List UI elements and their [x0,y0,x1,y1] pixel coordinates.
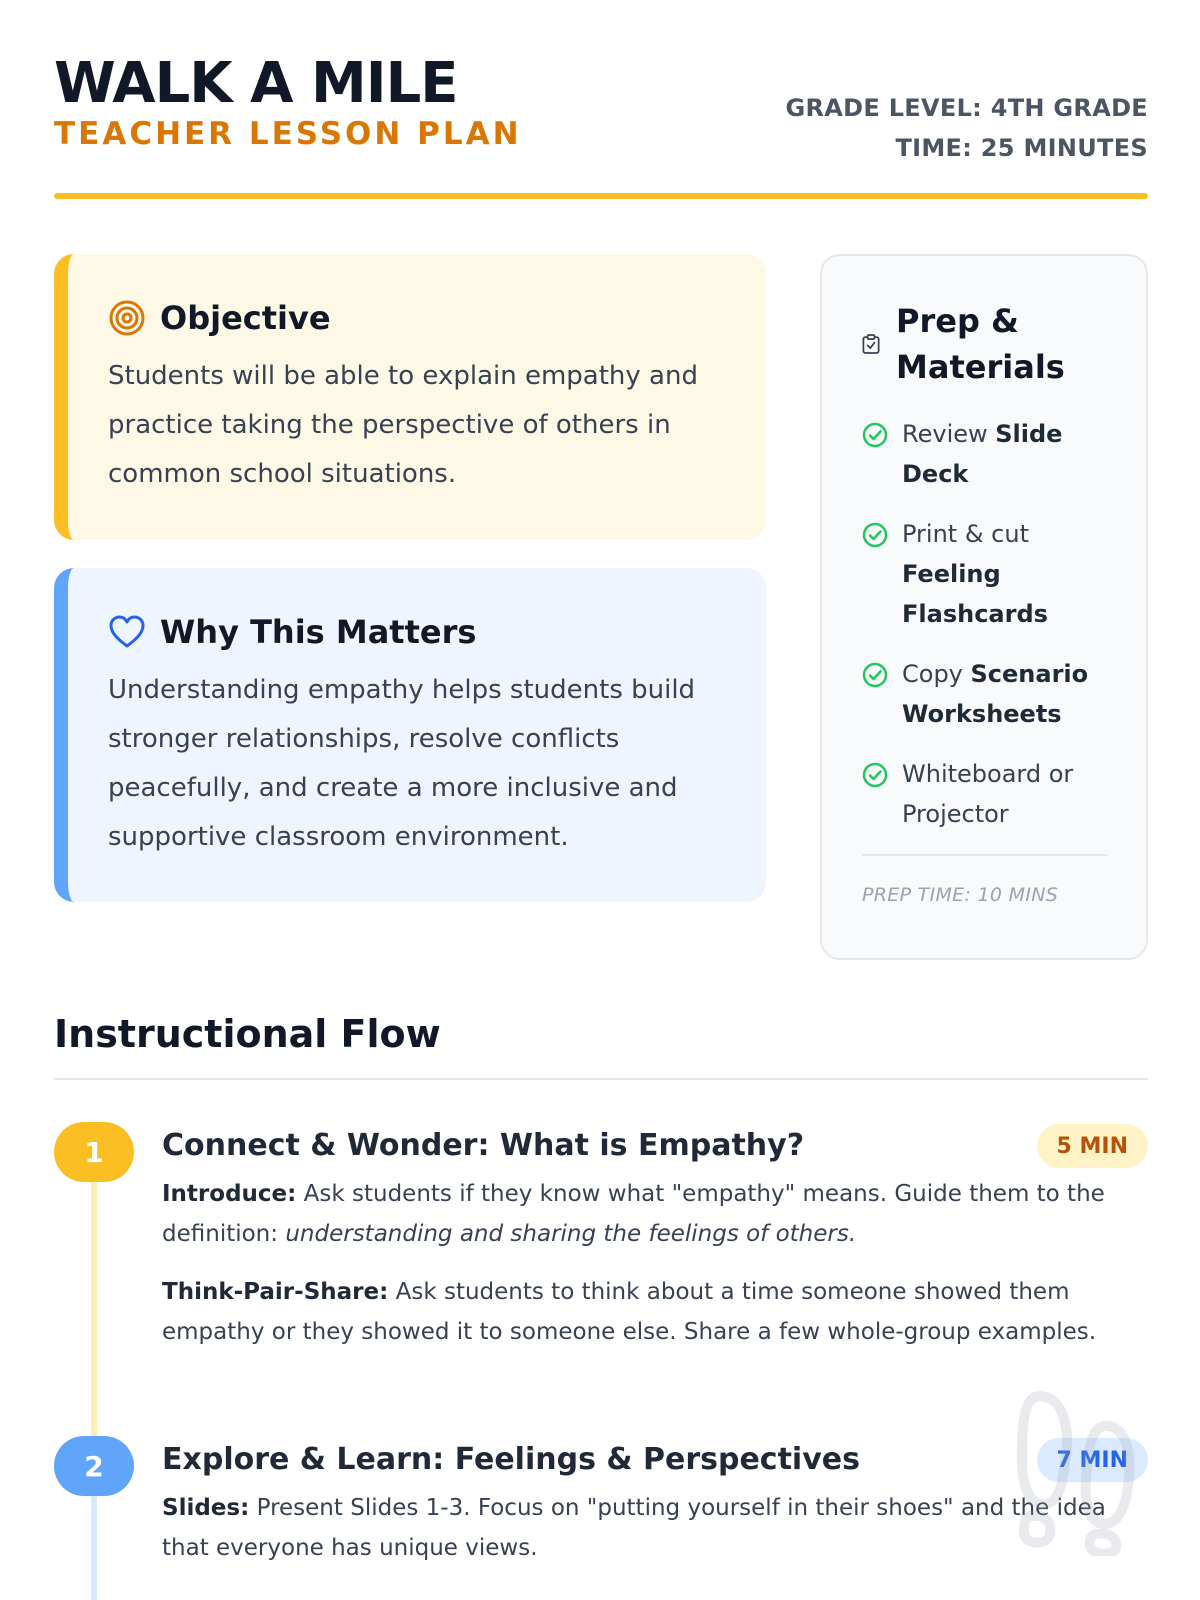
lesson-meta [785,88,1148,168]
material-text: Print & cut [902,520,1029,548]
step-text: Ask students to think about a time someone showed them empathy or they showed it to someone else. Share a few whole-group examples. [162,1279,1097,1345]
step-title: Explore & Learn: Feelings & Perspectives [162,1442,860,1477]
objective-text: Students will be able to explain empathy and practice taking the perspective of others in common school situations. [108,361,698,489]
check-circle-icon [862,662,888,688]
material-bold: Slide Deck [902,420,1063,488]
footprints-icon [1000,1386,1150,1556]
check-circle-icon [862,762,888,788]
step-number-badge: 1 [54,1122,134,1182]
prep-time: PREP TIME: 10 MINS [862,884,1059,906]
step-paragraph [162,1272,1148,1352]
step-timeline-line [91,1496,97,1600]
prep-heading: Prep & Materials [896,302,1065,386]
target-icon [108,299,146,337]
step-label: Introduce: [162,1181,297,1207]
material-text: Review [902,420,996,448]
lesson-time: TIME: 25 MINUTES [895,134,1148,162]
step-definition: understanding and sharing the feelings of others. [285,1221,857,1247]
why-card [54,568,766,902]
check-circle-icon [862,422,888,448]
material-bold: Scenario Worksheets [902,660,1089,728]
step-text: Present Slides 1-3. Focus on "putting yourself in their shoes" and the idea that everyone has unique views. [162,1495,1106,1561]
objective-card [54,254,766,540]
material-item [862,754,1106,834]
material-item [862,654,1106,734]
why-heading: Why This Matters [160,613,477,651]
step-text: Ask students if they know what "empathy" means. Guide them to the definition: [162,1181,1105,1247]
clipboard-icon [862,329,880,359]
prep-divider [862,854,1108,856]
flow-heading: Instructional Flow [54,1012,441,1056]
material-item [862,414,1106,494]
materials-list [862,414,1106,834]
duration-badge: 5 MIN [1037,1124,1148,1168]
step-title: Connect & Wonder: What is Empathy? [162,1128,805,1163]
heart-icon [108,613,146,651]
lesson-title: WALK A MILE [54,51,458,116]
material-bold: Feeling Flashcards [902,560,1048,628]
grade-level: GRADE LEVEL: 4TH GRADE [785,94,1148,122]
step-paragraph [162,1174,1148,1254]
flow-divider [54,1078,1148,1080]
prep-card [820,254,1148,960]
check-circle-icon [862,522,888,548]
duration-badge: 7 MIN [1037,1438,1148,1482]
lesson-header [54,52,1148,202]
lesson-subtitle: TEACHER LESSON PLAN [54,116,522,152]
header-divider [54,193,1148,199]
step-label: Think-Pair-Share: [162,1279,389,1305]
objective-heading: Objective [160,299,331,337]
material-item [862,514,1106,634]
why-text: Understanding empathy helps students build stronger relationships, resolve conflicts peacefully, and create a more inclusive and supportive classroom environment. [108,675,696,852]
material-text: Whiteboard or Projector [902,760,1074,828]
step-label: Slides: [162,1495,250,1521]
material-text: Copy [902,660,971,688]
step-number-badge: 2 [54,1436,134,1496]
